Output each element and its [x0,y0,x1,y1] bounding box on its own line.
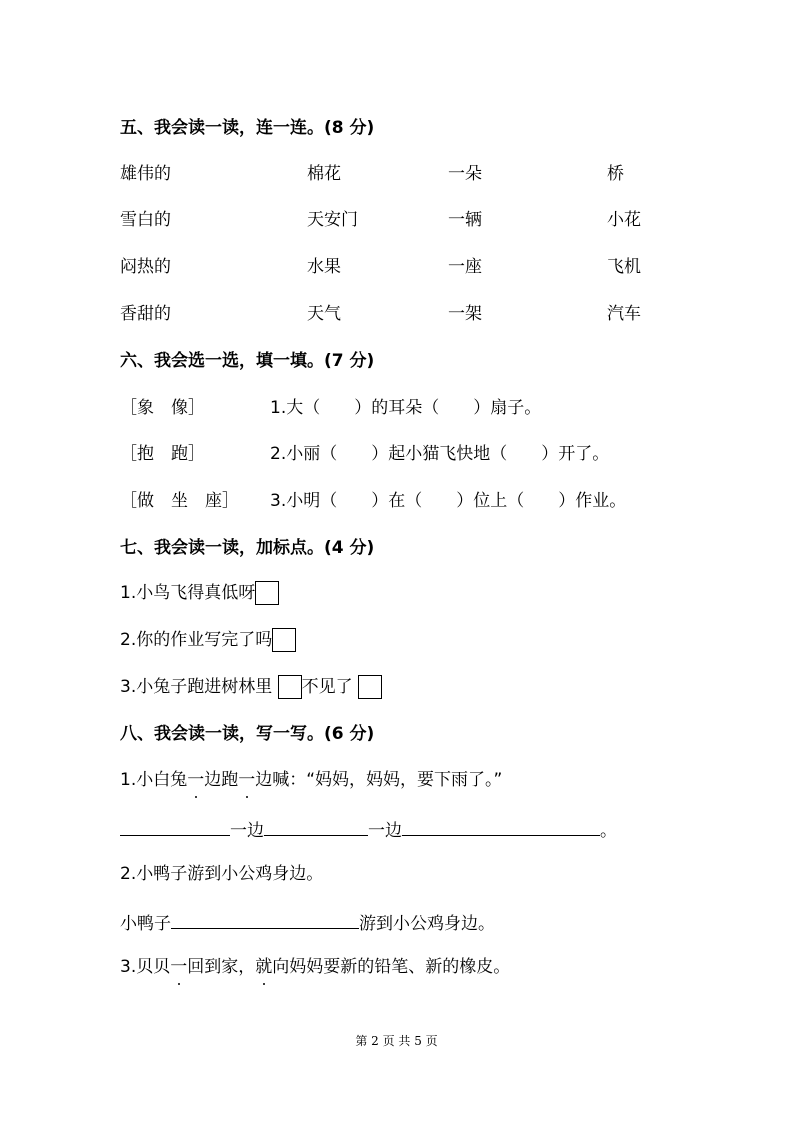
section-5-title: 五、我会读一读，连一连。(8 分) [120,118,375,138]
s7-q2 [120,628,296,652]
s8-q3-b: 回到家， [187,957,256,977]
answer-blank[interactable] [402,815,600,836]
s8-q1-fill-end: 。 [600,821,617,841]
s8-q2-fill-start: 小鸭子 [120,914,171,934]
s5-r4-c2: 天气 [307,304,341,324]
s7-q3-text-b: 不见了 [301,677,353,697]
s5-r1-c3: 一朵 [448,164,482,184]
section-8-title: 八、我会读一读，写一写。(6 分) [120,724,375,744]
s8-q2-fill-end: 游到小公鸡身边。 [359,914,495,934]
s8-q3-dotted-yi: 一 [170,957,188,977]
punctuation-box[interactable] [278,675,302,699]
s5-r2-c2: 天安门 [307,210,358,230]
s8-q1-start: 1.小白兔 [120,770,188,790]
punctuation-box[interactable] [255,581,279,605]
s6-q3-choices: ［做 坐 座］ [120,491,239,511]
section-7-title: 七、我会读一读，加标点。(4 分) [120,538,375,558]
s8-q1-fill-b: 一边 [368,821,402,841]
section-6-title: 六、我会选一选，填一填。(7 分) [120,351,375,371]
s5-r4-c4: 汽车 [607,304,641,324]
s8-q1-mid2: 边喊：“妈妈，妈妈，要下雨了。” [255,770,503,790]
s6-q3-text: 3.小明（ ）在（ ）位上（ ）作业。 [270,491,627,511]
s8-q2-fill-row [120,908,495,936]
s8-q2: 2.小鸭子游到小公鸡身边。 [120,864,324,884]
s5-r3-c4: 飞机 [607,257,641,277]
s5-r2-c3: 一辆 [448,210,482,230]
s8-q1-dotted-yi-1: 一 [187,770,205,790]
s5-r4-c1: 香甜的 [120,304,171,324]
s5-r1-c4: 桥 [607,164,624,184]
answer-blank[interactable] [120,815,230,836]
s5-r4-c3: 一架 [448,304,482,324]
s6-q2-choices: ［抱 跑］ [120,444,205,464]
s7-q1 [120,581,279,605]
s5-r3-c2: 水果 [307,257,341,277]
punctuation-box[interactable] [358,675,382,699]
s8-q3-a: 3.贝贝 [120,957,171,977]
s7-q3-text-a: 3.小兔子跑进树林里 [120,677,273,697]
s5-r3-c3: 一座 [448,257,482,277]
s8-q3-dotted-jiu: 就 [255,957,273,977]
s5-r3-c1: 闷热的 [120,257,171,277]
s5-r2-c4: 小花 [607,210,641,230]
answer-blank[interactable] [171,908,359,929]
s8-q1 [120,768,502,792]
s6-q1-choices: ［象 像］ [120,398,205,418]
s7-q3 [120,675,382,699]
punctuation-box[interactable] [272,628,296,652]
s8-q1-dotted-yi-2: 一 [238,770,256,790]
s7-q1-text: 1.小鸟飞得真低呀 [120,583,256,603]
s6-q2-text: 2.小丽（ ）起小猫飞快地（ ）开了。 [270,444,610,464]
s8-q3-c: 向妈妈要新的铅笔、新的橡皮。 [272,957,511,977]
s8-q1-fill-a: 一边 [230,821,264,841]
s8-q3 [120,955,510,979]
answer-blank[interactable] [264,815,368,836]
s5-r1-c2: 棉花 [307,164,341,184]
s5-r1-c1: 雄伟的 [120,164,171,184]
s6-q1-text: 1.大（ ）的耳朵（ ）扇子。 [270,398,542,418]
page-footer: 第 2 页 共 5 页 [355,1034,438,1048]
s7-q2-text: 2.你的作业写完了吗 [120,630,273,650]
s5-r2-c1: 雪白的 [120,210,171,230]
s8-q1-fill-row [120,815,617,843]
s8-q1-mid1: 边跑 [204,770,239,790]
